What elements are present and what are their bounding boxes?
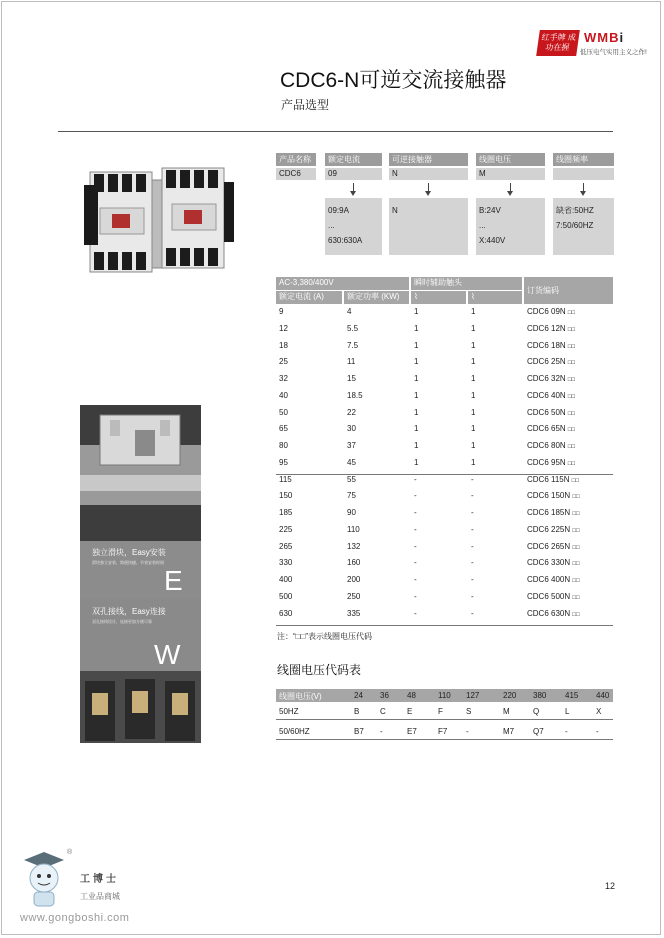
sel-box-frequency: 缺省:50HZ 7:50/60HZ (553, 198, 614, 255)
table-group-divider (276, 474, 613, 475)
table-cell-no: - (414, 591, 417, 601)
code-table-voltage: 440 (596, 691, 610, 700)
table-cell-current: 32 (279, 374, 288, 383)
table-cell-current: 65 (279, 424, 288, 434)
table-cell-current: 185 (279, 508, 293, 517)
table-cell-current: 500 (279, 591, 293, 601)
table-col-no: ⌇ (411, 291, 466, 304)
table-cell-no: - (414, 575, 417, 584)
code-table-voltage: 380 (533, 691, 547, 700)
sel-value-current: 09 (325, 168, 382, 180)
table-cell-nc: 1 (471, 457, 476, 467)
table-cell-power: 15 (347, 374, 356, 383)
registered-mark: ® (67, 849, 73, 856)
code-table-code: E7 (407, 727, 417, 736)
table-col-current: 额定电流 (A) (276, 291, 342, 304)
code-table-code: - (596, 727, 599, 736)
table-cell-nc: 1 (471, 407, 476, 417)
code-table-row-divider (276, 719, 613, 720)
table-cell-no: 1 (414, 307, 419, 316)
table-note: 注：“□□”表示线圈电压代码 (277, 632, 372, 641)
sel-header-voltage: 线圈电压 (476, 153, 545, 166)
table-cell-power: 30 (347, 424, 356, 434)
watermark-name: 工博士 (80, 874, 119, 885)
table-group-header: AC-3,380/400V (276, 277, 409, 290)
table-order-header: 订货编码 (524, 277, 613, 304)
code-table-code: C (380, 707, 386, 716)
mascot-icon (14, 848, 74, 910)
table-cell-no: 1 (414, 323, 419, 333)
code-table-row-label: 50HZ (279, 707, 299, 716)
table-cell-nc: - (471, 575, 474, 584)
table-cell-nc: 1 (471, 307, 476, 316)
table-cell-current: 400 (279, 575, 293, 584)
table-cell-nc: - (471, 558, 474, 568)
table-cell-code: CDC6 225N □□ (527, 524, 580, 534)
table-cell-no: - (414, 558, 417, 568)
code-table-voltage: 24 (354, 691, 363, 700)
table-cell-power: 45 (347, 457, 356, 467)
table-cell-power: 4 (347, 307, 352, 316)
table-cell-nc: 1 (471, 441, 476, 450)
table-cell-no: 1 (414, 374, 419, 383)
code-table-code: Q7 (533, 727, 544, 736)
contactor-right (162, 168, 234, 268)
watermark-sub: 工业品商城 (80, 892, 120, 901)
table-cell-power: 18.5 (347, 390, 363, 400)
feature-panel-easy-install: 独立滑块，Easy安装 滑块独立安装，简便快捷，节省安装时间 E (80, 541, 201, 599)
table-cell-power: 22 (347, 407, 356, 417)
code-table-row-label: 50/60HZ (279, 727, 310, 736)
table-cell-power: 160 (347, 558, 361, 568)
table-cell-power: 200 (347, 575, 361, 584)
table-cell-current: 225 (279, 524, 293, 534)
brand-name: WMBi (584, 30, 625, 45)
table-cell-code: CDC6 12N □□ (527, 323, 576, 333)
table-cell-code: CDC6 09N □□ (527, 307, 576, 316)
code-table-code: F7 (438, 727, 448, 736)
table-cell-no: - (414, 541, 417, 551)
sel-value-voltage: M (476, 168, 545, 180)
table-cell-nc: - (471, 508, 474, 517)
code-table-voltage: 220 (503, 691, 517, 700)
feature-photo-terminals (80, 671, 201, 743)
table-cell-current: 12 (279, 323, 288, 333)
table-cell-code: CDC6 95N □□ (527, 457, 576, 467)
code-table-code: B (354, 707, 360, 716)
table-cell-no: 1 (414, 407, 419, 417)
sel-value-product: CDC6 (276, 168, 316, 180)
sel-value-reversible: N (389, 168, 468, 180)
table-cell-power: 5.5 (347, 323, 359, 333)
table-col-nc: ⌇ (468, 291, 522, 304)
table-cell-nc: 1 (471, 323, 476, 333)
code-table-code: Q (533, 707, 540, 716)
table-cell-code: CDC6 18N □□ (527, 340, 576, 350)
table-cell-nc: - (471, 591, 474, 601)
table-aux-header: 瞬时辅助触头 (411, 277, 522, 290)
table-cell-current: 330 (279, 558, 293, 568)
brand-logo: 红手牌 成功在握 (536, 30, 580, 56)
table-cell-code: CDC6 80N □□ (527, 441, 576, 450)
table-cell-nc: 1 (471, 424, 476, 434)
code-table-voltage: 110 (438, 691, 451, 700)
table-cell-current: 40 (279, 390, 288, 400)
table-cell-code: CDC6 330N □□ (527, 558, 580, 568)
table-cell-nc: - (471, 524, 474, 534)
table-cell-power: 110 (347, 524, 360, 534)
code-table-code: M (503, 707, 510, 716)
code-table-header-label: 线圈电压(V) (279, 692, 322, 701)
table-cell-nc: - (471, 608, 474, 618)
table-cell-power: 55 (347, 474, 356, 484)
table-cell-no: 1 (414, 424, 419, 434)
sel-header-reversible: 可逆接触器 (389, 153, 468, 166)
table-cell-nc: - (471, 541, 474, 551)
table-cell-current: 80 (279, 441, 288, 450)
arrow-down-icon (510, 183, 511, 193)
table-cell-current: 18 (279, 340, 288, 350)
table-cell-nc: 1 (471, 357, 476, 367)
code-table-code: M7 (503, 727, 515, 736)
table-cell-no: - (414, 608, 417, 618)
table-cell-current: 115 (279, 474, 292, 484)
code-table-title: 线圈电压代码表 (277, 663, 362, 677)
code-table-voltage: 36 (380, 691, 389, 700)
feature-panel-easy-connect: 双孔接线，Easy连接 双孔接线设计，连接更加方便可靠 W (80, 599, 201, 671)
arrow-down-icon (353, 183, 354, 193)
code-table-code: B7 (354, 727, 364, 736)
table-col-power: 额定功率 (KW) (344, 291, 409, 304)
table-cell-code: CDC6 265N □□ (527, 541, 580, 551)
table-cell-no: - (414, 491, 417, 501)
arrow-down-icon (583, 183, 584, 193)
table-cell-code: CDC6 40N □□ (527, 390, 576, 400)
table-cell-code: CDC6 185N □□ (527, 508, 580, 517)
table-cell-nc: 1 (471, 340, 476, 350)
table-cell-nc: - (471, 491, 474, 501)
sel-header-frequency: 线圈频率 (553, 153, 614, 166)
table-cell-code: CDC6 400N □□ (527, 575, 580, 584)
page-title: CDC6-N可逆交流接触器 (280, 69, 507, 92)
contactor-photo (70, 160, 250, 285)
contactor-left (84, 172, 152, 272)
sel-value-frequency (553, 168, 614, 180)
sel-header-product: 产品名称 (276, 153, 316, 166)
table-cell-code: CDC6 630N □□ (527, 608, 580, 618)
table-cell-no: - (414, 524, 417, 534)
table-cell-power: 11 (347, 357, 356, 367)
table-cell-code: CDC6 150N □□ (527, 491, 580, 501)
sel-box-reversible: N (389, 198, 468, 255)
table-cell-power: 335 (347, 608, 361, 618)
table-cell-no: 1 (414, 357, 419, 367)
table-cell-power: 250 (347, 591, 361, 601)
table-cell-code: CDC6 32N □□ (527, 374, 576, 383)
code-table-voltage: 127 (466, 691, 480, 700)
arrow-down-icon (428, 183, 429, 193)
table-bottom-border (276, 625, 613, 626)
table-cell-code: CDC6 500N □□ (527, 591, 580, 601)
table-cell-current: 50 (279, 407, 288, 417)
page-subtitle: 产品选型 (281, 98, 330, 112)
code-table-row-divider (276, 739, 613, 740)
table-cell-code: CDC6 50N □□ (527, 407, 576, 417)
sel-box-current: 09:9A ... 630:630A (325, 198, 382, 255)
table-cell-no: - (414, 508, 417, 517)
table-cell-current: 265 (279, 541, 293, 551)
table-cell-no: 1 (414, 457, 419, 467)
table-cell-current: 9 (279, 307, 284, 316)
code-table-code: F (438, 707, 443, 716)
table-cell-current: 95 (279, 457, 288, 467)
table-cell-power: 7.5 (347, 340, 359, 350)
table-cell-no: 1 (414, 441, 419, 450)
table-cell-code: CDC6 65N □□ (527, 424, 576, 434)
table-cell-power: 90 (347, 508, 356, 517)
table-cell-no: - (414, 474, 417, 484)
code-table-code: - (380, 727, 383, 736)
table-cell-nc: 1 (471, 390, 476, 400)
table-cell-current: 150 (279, 491, 293, 501)
code-table-code: S (466, 707, 472, 716)
sel-header-current: 额定电流 (325, 153, 382, 166)
code-table-code: E (407, 707, 413, 716)
table-cell-no: 1 (414, 340, 419, 350)
table-cell-nc: - (471, 474, 474, 484)
table-cell-current: 630 (279, 608, 293, 618)
brand-tagline: 低压电气实用主义之作! (580, 49, 647, 56)
feature-photo-slider (80, 405, 201, 541)
table-cell-nc: 1 (471, 374, 476, 383)
code-table-code: - (565, 727, 568, 736)
table-cell-power: 132 (347, 541, 361, 551)
watermark-url: www.gongboshi.com (20, 912, 130, 924)
table-cell-no: 1 (414, 390, 419, 400)
table-cell-current: 25 (279, 357, 288, 367)
code-table-code: X (596, 707, 602, 716)
table-cell-code: CDC6 25N □□ (527, 357, 576, 367)
code-table-code: L (565, 707, 570, 716)
code-table-voltage: 415 (565, 691, 579, 700)
table-cell-power: 37 (347, 441, 356, 450)
page-number: 12 (605, 881, 616, 891)
table-cell-code: CDC6 115N □□ (527, 474, 580, 484)
table-cell-power: 75 (347, 491, 356, 501)
code-table-voltage: 48 (407, 691, 416, 700)
title-divider (58, 131, 613, 132)
code-table-code: - (466, 727, 469, 736)
sel-box-voltage: B:24V ... X:440V (476, 198, 545, 255)
